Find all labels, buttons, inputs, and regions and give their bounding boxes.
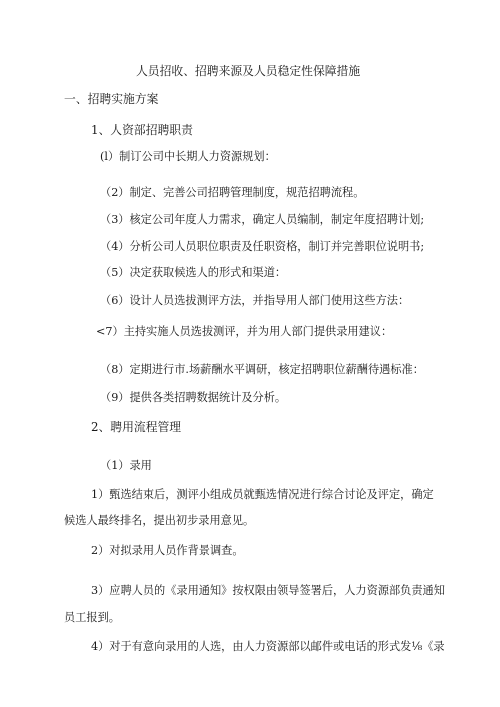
step-1-line-1: 1）甄选结束后，测评小组成员就甄选情况进行综合讨论及评定，确定 (91, 488, 434, 501)
duty-item-7: <7）主持实施人员选拔测评，并为用人部门提供录用建议： (96, 325, 393, 338)
duty-item-9: （9）提供各类招聘数据统计及分析。 (100, 391, 287, 404)
duty-item-5: （5）决定获取候选人的形式和渠道： (100, 266, 287, 279)
step-4-line-1: 4）对于有意向录用的人选，由人力资源部以邮件或电话的形式发⅛《录 (91, 640, 445, 653)
subsection-heading-2-1: （1）录用 (100, 459, 152, 472)
duty-item-1: (l）制订公司中长期人力资源规划： (100, 150, 276, 163)
duty-item-6: （6）设计人员选拔测评方法，并指导用人部门使用这些方法： (100, 294, 410, 307)
subsection-heading-2: 2、聘用流程管理 (91, 420, 182, 434)
subsection-heading-1: 1、人资部招聘职责 (91, 123, 193, 137)
duty-item-2: （2）制定、完善公司招聘管理制度，规范招聘流程。 (100, 186, 365, 199)
step-3-line-2: 员工报到。 (64, 611, 120, 624)
step-1-line-2: 候选人最终排名，提出初步录用意见。 (64, 514, 255, 527)
document-title: 人员招收、招聘来源及人员稳定性保障措施 (136, 64, 361, 78)
section-heading-1: 一、招聘实施方案 (64, 92, 159, 106)
duty-item-3: （3）核定公司年度人力需求，确定人员编制，制定年度招聘计划; (100, 213, 425, 226)
duty-item-8: （8）定期进行市.场薪酬水平调研，核定招聘职位薪酬待遇标准： (100, 363, 424, 376)
duty-item-4: （4）分析公司人员职位职责及任职资格，制订并完善职位说明书; (100, 240, 425, 253)
step-2: 2）对拟录用人员作背景调查。 (91, 544, 244, 557)
step-3-line-1: 3）应聘人员的《录用通知》按权限由领导签署后，人力资源部负责通知 (91, 584, 445, 597)
